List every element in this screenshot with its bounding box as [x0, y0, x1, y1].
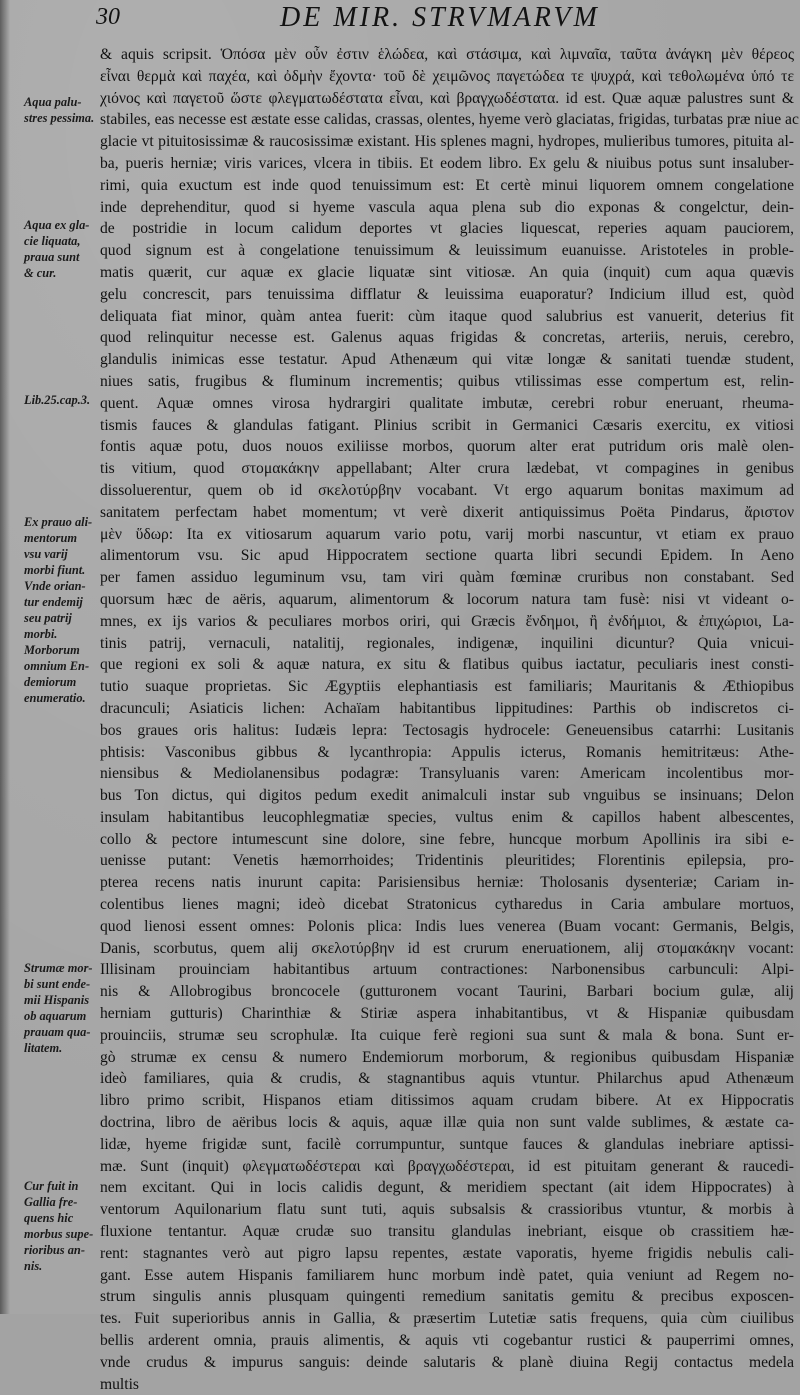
text-line: glacie vt pituitosissimæ & raucosissimæ existant. His splenes magni, hydropes, mulieribus tumores, pituita al- — [100, 133, 794, 151]
text-line: quorsum hæc de aëris, aquarum, alimentorum & locorum natura tam fusè: nisi vt videant o- — [100, 590, 794, 608]
text-line: μὲν ὕδωρ: Ita ex vitiosarum aquarum vario potu, varij morbi nascuntur, vt etiam ex prauo — [100, 525, 794, 543]
text-line: multis — [100, 1375, 139, 1393]
margin-note-line: rioribus an- — [24, 1243, 85, 1257]
text-line: rent: stagnantes verò aut pigro lapsu repentes, æstate vaporatis, hyeme frigidis nebulis cali- — [100, 1244, 794, 1262]
margin-note-line: enumeratio. — [24, 691, 86, 705]
text-line: mnes, ex ijs varios & peculiares morbos oriri, qui Græcis ἔνδημοι, ἢ ἐνδήμιοι, & ἐπιχώριοι, La- — [100, 612, 794, 630]
text-line: uenisse putant: Venetis hæmorrhoides; Tridentinis pleuritides; Florentinis epilepsia, pro- — [100, 852, 794, 870]
margin-note-line: cie liquata, — [24, 234, 81, 248]
margin-note-line: Lib.25.cap.3. — [24, 393, 91, 407]
margin-note-line: morbi. — [24, 627, 58, 641]
text-line: nem excitant. Qui in locis calidis degunt, & meridiem spectant (ait idem Hippocrates) à — [100, 1179, 794, 1197]
text-line: gant. Esse autem Hispanis familiarem hunc morbum indè patet, quia veniunt ad Regem no- — [100, 1266, 794, 1284]
text-line: bellis arderent omnia, prauis alimentis, & aquis vti cogebantur rustici & pauperrimi omnes, — [100, 1332, 794, 1350]
text-line: ba, pueris herniæ; viris varices, vlcera in tibiis. Et eodem libro. Ex gelu & niuibus potus sunt insaluber- — [100, 154, 794, 172]
page-number: 30 — [96, 4, 120, 30]
text-line: tis vitium, quod στομακάκην appellabant; Alter crura lædebat, vt compagines in genibus — [100, 460, 794, 478]
margin-note-line: quens hic — [24, 1211, 74, 1225]
text-line: phtisis: Vasconibus gibbus & lycanthropia: Appulis icterus, Romanis hemitritæus: Athe- — [100, 743, 794, 761]
text-line: inde deprehenditur, quod si hyeme vascula aqua plena sub dio exponas & congelctur, dein- — [100, 198, 794, 216]
body-text — [100, 44, 799, 1395]
margin-note-line: litatem. — [24, 1041, 63, 1055]
text-line: per famen assiduo leguminum vsu, tam viri quàm fœminæ cruribus non constabant. Sed — [100, 569, 794, 587]
margin-note-line: bi sunt ende- — [24, 977, 91, 991]
text-line: bos graues oris halitus: Iudæis lepra: Tectosagis hydrocele: Geneuensibus catarrhi: Lusitanis — [100, 721, 794, 739]
text-line: Illisinam prouinciam habitantibus artuum contractiones: Narbonensibus carbunculi: Alpi- — [100, 961, 794, 979]
margin-note-line: & cur. — [24, 266, 57, 280]
text-line: tinis patrij, vernaculi, natalitij, regionales, indigenæ, inquilini dicuntur? Quia vnicui- — [100, 634, 794, 652]
margin-note-line: vsu varij — [24, 547, 68, 561]
text-line: quod signum est à congelatione tenuissimum & leuissimum euanuisse. Aristoteles in proble- — [100, 242, 794, 260]
text-line: & aquis scripsit. Ὁπόσα μὲν οὖν ἐστιν ἑλώδεα, καὶ στάσιμα, καὶ λιμναῖα, ταῦτα ἀνάγκη μὲν θέρεος — [100, 46, 794, 63]
text-line: doctrina, libro de aëribus locis & aquis, aquæ illæ quia non sunt valde sublimes, & æstate ca- — [100, 1114, 794, 1132]
text-line: Danis, scorbutus, quem alij σκελοτύρβην id est crurum eneruationem, alij στομακάκην vocant: — [100, 939, 794, 957]
text-line: libro primo scribit, Hispanos etiam ditissimos aquam crudam bibere. At ex Hippocratis — [100, 1092, 794, 1110]
margin-note-line: Vnde orian- — [24, 579, 86, 593]
margin-note-line: mii Hispanis — [24, 993, 90, 1007]
margin-note-line: omnium En- — [24, 659, 90, 673]
text-line: prouinciis, strumæ seu scrophulæ. Ita cuique ferè regioni sua sunt & mala & bona. Sunt er- — [100, 1026, 794, 1044]
margin-note-line: ob aquarum — [24, 1009, 87, 1023]
text-line: dracunculi; Asiaticis lichen: Achaïam habitantibus lippitudines: Parthis ob indiscretos ci- — [100, 699, 794, 717]
text-line: colentibus lienes magni; ideò dicebat Stratonicus cytharedus in Caria ambulare mortuos, — [100, 896, 794, 914]
margin-note-line: morbi fiunt. — [24, 563, 86, 577]
text-line: de postridie in locum calidum deportes vt glacies liquescat, reperies aquam pauciorem, — [100, 220, 794, 238]
text-line: strum singulis annis plusquam quingenti remedium sanitatis gemitu & precibus exposcen- — [100, 1288, 794, 1306]
text-line: lidæ, hyeme frigidæ sunt, facilè corrumpuntur, suntque fauces & glandulas inebriare aptissi- — [100, 1135, 794, 1153]
text-line: ideò familiares, quia & crudis, & stagnantibus aquis vtuntur. Philarchus apud Athenæum — [100, 1070, 794, 1088]
text-line: gò strumæ ex censu & numero Endemiorum morborum, & regionibus quibusdam Hispaniæ — [100, 1048, 794, 1066]
text-line: niensibus & Mediolanensibus podagræ: Transyluanis varen: Americam incolentibus mor- — [100, 765, 794, 783]
text-line: insulam habitantibus leucophlegmatiæ species, vultus enim & capillos habent albescentes, — [100, 808, 794, 826]
text-line: matis quærit, cur aquæ ex glacie liquatæ sint vitiosæ. An quia (inquit) cum aqua quævis — [100, 263, 794, 281]
text-line: alimentorum vsu. Sic apud Hippocratem sectione quarta libri secundi Epidem. In Aeno — [100, 547, 794, 565]
text-line: que regioni ex soli & aquæ natura, ex situ & flatibus quibus iactatur, peculiaris inest consti- — [100, 656, 794, 674]
text-line: nis & Allobrogibus broncocele (gutturonem vocant Taurini, Barbari bocium gulæ, alij — [100, 983, 794, 1001]
margin-note-line: demiorum — [24, 675, 77, 689]
margin-note-line: tur endemij — [24, 595, 83, 609]
margin-note-line: Aqua ex gla- — [24, 218, 90, 232]
running-title: DE MIR. STRVMARVM — [280, 2, 600, 33]
margin-note-line: stres pessima. — [24, 111, 95, 125]
text-line: ventorum Aquilonarium flatu sunt tuti, aquis subsalsis & crassioribus vtuntur, & morbis à — [100, 1201, 794, 1219]
text-line: glandulis inimicas esse testatur. Apud Athenæum qui vitæ longæ & sanitati tuendæ student, — [100, 351, 794, 369]
text-line: dissoluerentur, quem ob id σκελοτύρβην vocabant. Vt ergo aquarum bonitas maximum ad — [100, 481, 794, 499]
margin-note-line: Cur fuit in — [24, 1179, 79, 1193]
margin-note-line: Ex prauo ali- — [24, 515, 93, 529]
text-line: vnde crudus & impurus sanguis: deinde salutaris & planè diuina Regij contactus medela — [100, 1353, 794, 1371]
text-line: tutio suaque proprietas. Sic Ægyptiis elephantiasis est familiaris; Mauritanis & Æthiopibus — [100, 678, 794, 696]
binding-shadow — [0, 0, 10, 1314]
text-line: quod lienosi essent omnes: Polonis plica: Indis lues venerea (Buam vocant: Germanis, Belgis, — [100, 917, 794, 935]
margin-note-line: Gallia fre- — [24, 1195, 78, 1209]
text-line: stabiles, eas necesse est æstate esse calidas, crassas, olentes, hyeme verò glaciatas, frigidas, turbatas præ niue ac — [100, 111, 799, 129]
text-line: χιόνος καὶ παγετοῦ ὥστε φλεγματωδέστατα εἶναι, καὶ βραγχωδέστατα. id est. Quæ aquæ palustres sunt & — [100, 89, 794, 107]
margin-note-line: seu patrij — [24, 611, 72, 625]
text-line: mæ. Sunt (inquit) φλεγματωδέστεραι καὶ βραγχωδέστεραι, id est pituitam generant & raucedi- — [100, 1157, 794, 1175]
margin-note-line: praua sunt — [24, 250, 80, 264]
margin-note-line: morbus supe- — [24, 1227, 94, 1241]
text-line: quent. Aquæ omnes virosa hydrargiri qualitate imbutæ, cerebri robur eneruant, rheuma- — [100, 394, 794, 412]
margin-note-line: Aqua palu- — [24, 95, 82, 109]
text-line: herniam gutturis) Charinthiæ & Stiriæ aspera inhabitantibus, vt & Hispaniæ quibusdam — [100, 1005, 794, 1023]
text-line: bus Ton dictus, qui digitos pedum exedit animalculi instar sub vnguibus se insinuans; Delon — [100, 787, 794, 805]
text-line: tismis fauces & glandulas fatigant. Plinius scribit in Germanici Cæsaris exercitu, ex vitiosi — [100, 416, 794, 434]
text-line: fontis aquæ potu, duos nouos exiliisse morbos, quorum alter erat putridum oris malè olen- — [100, 438, 794, 456]
text-line: quod relinquitur necesse est. Galenus aquas frigidas & concretas, arteriis, neruis, cerebro, — [100, 329, 794, 347]
margin-note-line: nis. — [24, 1259, 43, 1273]
text-line: fluxione tentantur. Aquæ crudæ suo transitu glandulas inebriant, eisque ob crassitiem hæ- — [100, 1223, 794, 1241]
text-line: pterea recens natis inurunt capita: Parisiensibus herniæ: Tholosanis dysenteriæ; Cariam in- — [100, 874, 794, 892]
text-line: sanitatem perfectam habet momentum; vt verè dixerit antiquissimus Poëta Pindarus, ἄριστον — [100, 503, 794, 521]
margin-note-line: Strumæ mor- — [24, 961, 93, 975]
page-header — [92, 2, 792, 36]
text-line: collo & pectore intumescunt sine dolore, sine febre, huncque morbum Apollinis ira sibi e- — [100, 830, 794, 848]
text-line: εἶναι θερμὰ καὶ παχέα, καὶ ὀδμὴν ἔχοντα· τοῦ δὲ χειμῶνος παγετώδεα τε ψυχρά, καὶ τεθολωμένα ὑπό τε — [100, 67, 794, 85]
margin-note-line: Morborum — [24, 643, 80, 657]
text-line: gelu concrescit, pars tenuissima difflatur & leuissima euaporatur? Indicium illud est, quòd — [100, 285, 794, 303]
text-line: rimi, quia exuctum est inde quod tenuissimum est: Et certè minui liquorem omnem congelatione — [100, 176, 794, 194]
margin-note-line: mentorum — [24, 531, 78, 545]
text-line: deliquata fiat minor, quàm antea fuerit: cùm itaque quod salubrius est vanuerit, deterius fit — [100, 307, 794, 325]
text-line: niues satis, frugibus & fluminum incrementis; quibus vtilissimas esse compertum est, relin- — [100, 372, 794, 390]
margin-note-line: prauam qua- — [24, 1025, 91, 1039]
text-line: tes. Fuit superioribus annis in Gallia, & præsertim Lutetiæ satis frequens, quia cùm ciuilibus — [100, 1310, 794, 1328]
